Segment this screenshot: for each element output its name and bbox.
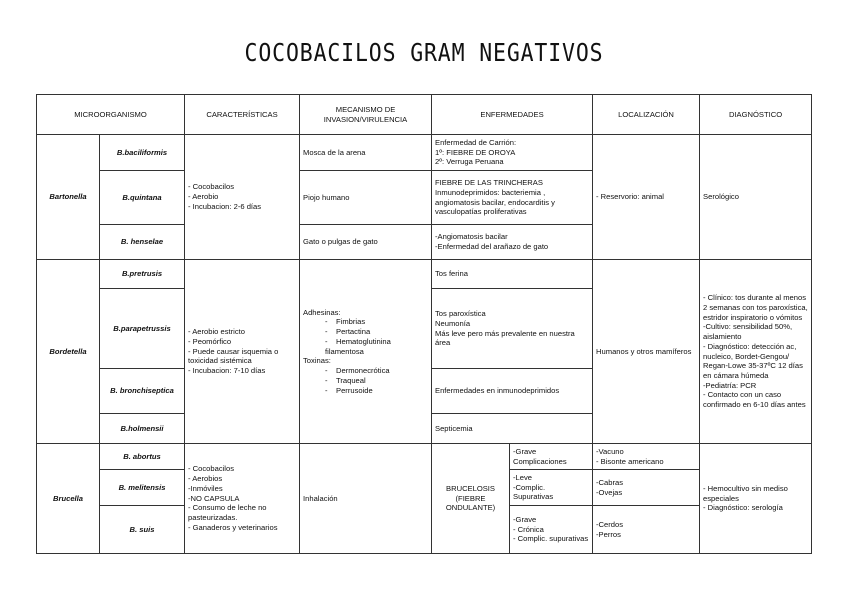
species-suis: B. suis <box>100 506 185 554</box>
adhesina-item: Hematoglutinina filamentosa <box>325 336 391 356</box>
enf-septicemia: Septicemia <box>432 414 593 444</box>
loc-line: -Vacuno <box>596 446 624 456</box>
bullet: - <box>325 366 328 376</box>
brucella-mecanismo: Inhalación <box>300 444 432 554</box>
char-item: -NO CAPSULA <box>188 493 240 503</box>
diag-item: - Diagnóstico: detección ac, nucleico, Bordet-Gengou/ Regan-Lowe 35-37ºC 12 días en cámara húmeda <box>703 341 803 380</box>
mecanismo-mosca: Mosca de la arena <box>300 135 432 171</box>
enf-line: 1º: FIEBRE DE OROYA <box>435 147 516 157</box>
page-title: COCOBACILOS GRAM NEGATIVOS <box>244 38 604 67</box>
bartonella-diagnostico: Serológico <box>700 135 812 260</box>
sub-line: Complicaciones <box>513 456 567 466</box>
bartonella-row-1 <box>37 135 812 171</box>
char-item: - Incubacion: 7-10 días <box>188 366 266 376</box>
diag-item: - Clínico: tos durante al menos 2 semanas con tos paroxística, estridor inspiratorio o vómitos <box>703 293 808 322</box>
brucella-row-1 <box>37 444 812 470</box>
adhesina-item: Pertactina <box>336 327 371 337</box>
adhesina-item: Fimbrias <box>336 317 366 327</box>
enf-trincheras <box>432 171 593 225</box>
brucella-caracteristicas <box>185 444 300 554</box>
loc-line: -Cerdos <box>596 519 624 529</box>
char-item: - Peomórfico <box>188 336 232 346</box>
enf-line: Enfermedad de Carrión: <box>435 137 517 147</box>
species-holmensii: B.holmensii <box>100 414 185 444</box>
enf-carrion <box>432 135 593 171</box>
diag-item: - Hemocultivo sin mediso especiales <box>703 483 788 503</box>
loc-line: - Bisonte americano <box>596 456 664 466</box>
loc-line: -Ovejas <box>596 487 623 497</box>
sub-line: - Crónica <box>513 524 544 534</box>
species-abortus: B. abortus <box>100 444 185 470</box>
sub-line: -Complic. <box>513 482 546 492</box>
sub-line: -Grave <box>513 514 537 524</box>
species-pretrusis: B.pretrusis <box>100 260 185 289</box>
brucella-loc-1 <box>593 444 700 470</box>
header-caracteristicas: CARACTERÍSTICAS <box>185 95 300 135</box>
enf-angiomatosis <box>432 225 593 260</box>
adhesinas-label: Adhesinas: <box>303 307 341 317</box>
brucella-diagnostico <box>700 444 812 554</box>
bordetella-mecanismo <box>300 260 432 444</box>
bullet: - <box>325 375 328 385</box>
species-henselae: B. henselae <box>100 225 185 260</box>
brucella-loc-2 <box>593 470 700 506</box>
char-item: - Puede causar isquemia o toxicidad sistémica <box>188 346 279 366</box>
char-item: - Aerobio estricto <box>188 327 245 337</box>
enf-tos-paroxistica: Tos paroxística Neumonía Más leve pero más prevalente en nuestra área <box>432 289 593 369</box>
toxina-item: Dermonecrótica <box>336 366 390 376</box>
sub-line: -Leve <box>513 472 533 482</box>
loc-line: -Perros <box>596 529 621 539</box>
enf-line: -Enfermedad del arañazo de gato <box>435 242 549 251</box>
sub-line: -Grave <box>513 446 537 456</box>
brucella-sub-3 <box>510 506 593 554</box>
bartonella-localizacion: - Reservorio: animal <box>593 135 700 260</box>
char-item: - Cocobacilos <box>188 182 235 192</box>
toxina-item: Traqueal <box>336 375 366 385</box>
char-item: - Incubacion: 2-6 días <box>188 201 262 211</box>
char-item: - Cocobacilos <box>188 464 235 474</box>
main-table <box>36 94 812 554</box>
mecanismo-gato: Gato o pulgas de gato <box>300 225 432 260</box>
genus-bartonella: Bartonella <box>37 135 100 260</box>
bullet: - <box>325 385 328 395</box>
bordetella-row-1 <box>37 260 812 289</box>
brucella-loc-3 <box>593 506 700 554</box>
header-diagnostico: DIAGNÓSTICO <box>700 95 812 135</box>
species-bronchiseptica: B. bronchiseptica <box>100 369 185 414</box>
bullet: - <box>325 327 328 337</box>
enf-line: 2º: Verruga Peruana <box>435 157 504 167</box>
brucella-sub-1 <box>510 444 593 470</box>
toxina-item: Perrusoide <box>336 385 373 395</box>
enf-line: Inmunodeprimidos: bacteriemia , angiomatosis bacilar, endocarditis y vasculopatías proliferativas <box>435 187 555 217</box>
species-melitensis: B. melitensis <box>100 470 185 506</box>
brucella-sub-2 <box>510 470 593 506</box>
genus-bordetella: Bordetella <box>37 260 100 444</box>
char-item: - Aerobios <box>188 474 223 484</box>
bullet: - <box>325 336 328 346</box>
enf-inmunodeprimidos: Enfermedades en inmunodeprimidos <box>432 369 593 414</box>
bartonella-caracteristicas <box>185 135 300 260</box>
bordetella-localizacion: Humanos y otros mamíferos <box>593 260 700 444</box>
header-microorganismo: MICROORGANISMO <box>37 95 185 135</box>
bullet: - <box>325 317 328 327</box>
char-item: - Aerobio <box>188 192 219 202</box>
sub-line: Supurativas <box>513 492 554 502</box>
sub-line: - Complic. supurativas <box>513 534 589 544</box>
header-mecanismo: MECANISMO DE INVASION/VIRULENCIA <box>300 95 432 135</box>
enf-line: -Angiomatosis bacilar <box>435 232 508 242</box>
bordetella-diagnostico <box>700 260 812 444</box>
species-parapetrussis: B.parapetrussis <box>100 289 185 369</box>
enf-tos-ferina: Tos ferina <box>432 260 593 289</box>
char-item: -Inmóviles <box>188 483 223 493</box>
char-item: - Consumo de leche no pasteurizadas. <box>188 503 267 523</box>
diag-item: - Diagnóstico: serología <box>703 503 783 513</box>
char-item: - Ganaderos y veterinarios <box>188 522 278 532</box>
diag-item: -Cultivo: sensibilidad 50%, aislamiento <box>703 322 793 342</box>
loc-line: -Cabras <box>596 477 624 487</box>
species-quintana: B.quintana <box>100 171 185 225</box>
mecanismo-piojo: Piojo humano <box>300 171 432 225</box>
toxinas-label: Toxinas: <box>303 356 331 366</box>
header-localizacion: LOCALIZACIÓN <box>593 95 700 135</box>
diag-item: -Pediatría: PCR <box>703 380 757 390</box>
diag-item: - Contacto con un caso confirmado en 6-10 días antes <box>703 390 806 410</box>
header-enfermedades: ENFERMEDADES <box>432 95 593 135</box>
genus-brucella: Brucella <box>37 444 100 554</box>
enf-line: FIEBRE DE LAS TRINCHERAS <box>435 178 543 188</box>
bordetella-caracteristicas <box>185 260 300 444</box>
species-baciliformis: B.baciliformis <box>100 135 185 171</box>
header-row <box>37 95 812 135</box>
enf-brucelosis: BRUCELOSIS (FIEBRE ONDULANTE) <box>432 444 510 554</box>
